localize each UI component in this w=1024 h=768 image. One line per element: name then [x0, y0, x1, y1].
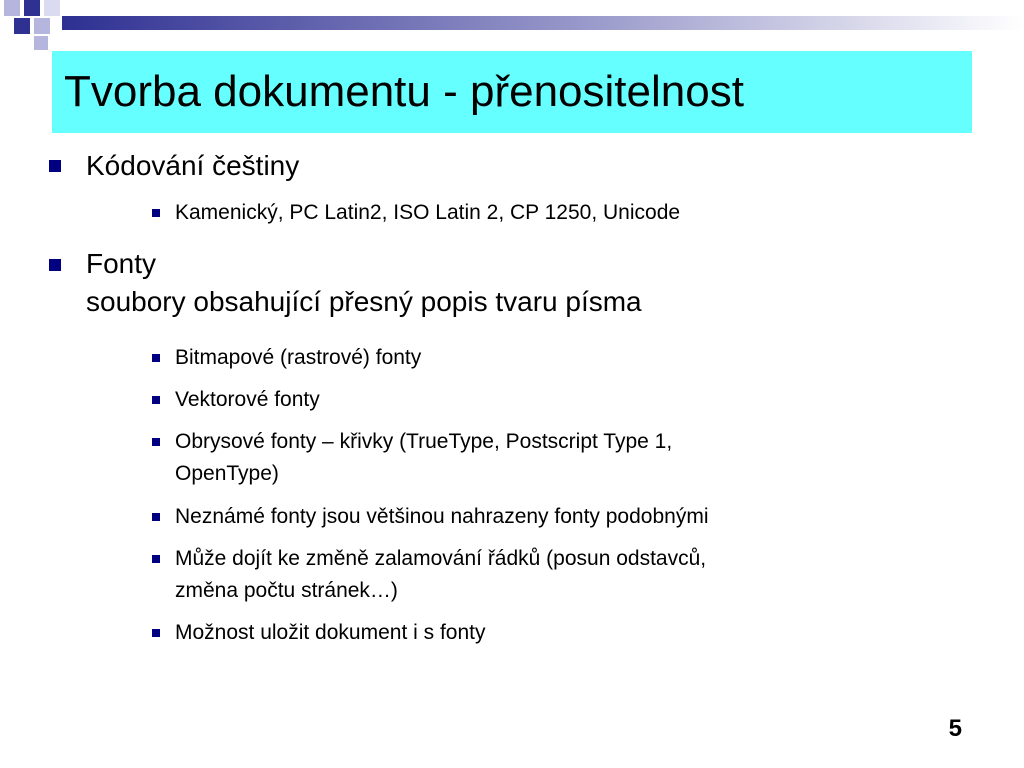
bullet-item [86, 147, 299, 185]
bullet-text: Fonty [86, 248, 157, 279]
sub-bullet-text: změna počtu stránek…) [175, 579, 398, 602]
sub-bullet-text: Bitmapové (rastrové) fonty [175, 346, 422, 369]
sub-bullet-marker [152, 629, 160, 637]
bullet-marker [49, 259, 61, 271]
sub-bullet-item [175, 197, 680, 229]
bullet-item [86, 245, 642, 321]
sub-bullet-marker [152, 438, 160, 446]
sub-bullet-marker [152, 209, 160, 217]
sub-bullet-item [175, 426, 672, 490]
sub-bullet-item [175, 501, 708, 533]
sub-bullet-marker [152, 555, 160, 563]
bullet-marker [49, 160, 61, 172]
sub-bullet-text: Kamenický, PC Latin2, ISO Latin 2, CP 1250, Unicode [175, 201, 681, 224]
sub-bullet-text: Vektorové fonty [175, 388, 320, 411]
sub-bullet-item [175, 617, 485, 649]
slide-title: Tvorba dokumentu - přenositelnost [64, 67, 744, 116]
sub-bullet-item [175, 384, 320, 416]
bullet-text: Kódování češtiny [86, 150, 300, 181]
sub-bullet-text: Obrysové fonty – křivky (TrueType, Postscript Type 1, [175, 430, 673, 453]
sub-bullet-marker [152, 354, 160, 362]
sub-bullet-item [175, 543, 706, 607]
sub-bullet-text: Neznámé fonty jsou většinou nahrazeny fonty podobnými [175, 505, 709, 528]
sub-bullet-marker [152, 396, 160, 404]
sub-bullet-text: OpenType) [175, 462, 279, 485]
page-number: 5 [948, 715, 962, 742]
sub-bullet-item [175, 342, 421, 374]
sub-bullet-marker [152, 513, 160, 521]
bullet-text: soubory obsahující přesný popis tvaru písma [86, 286, 642, 317]
sub-bullet-text: Možnost uložit dokument i s fonty [175, 621, 486, 644]
sub-bullet-text: Může dojít ke změně zalamování řádků (posun odstavců, [175, 547, 707, 570]
